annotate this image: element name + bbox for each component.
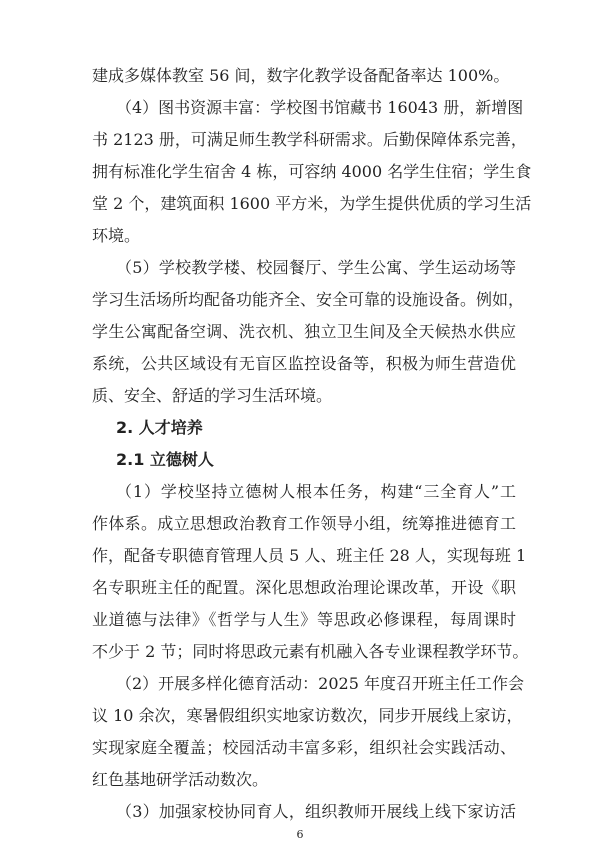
text-line: 学习生活场所均配备功能齐全、安全可靠的设施设备。例如， <box>92 290 525 309</box>
paragraph-5-start: （5）学校教学楼、校园餐厅、学生公寓、学生运动场等 <box>116 258 516 277</box>
section-heading: 2. 人才培养 <box>116 418 203 437</box>
paragraph-2-start: （2）开展多样化德育活动：2025 年度召开班主任工作会 <box>116 674 524 693</box>
text-line: 名专职班主任的配置。深化思想政治理论课改革，开设《职 <box>92 578 516 597</box>
paragraph-4-start: （4）图书资源丰富：学校图书馆藏书 16043 册，新增图 <box>116 98 524 117</box>
text-line: 学生公寓配备空调、洗衣机、独立卫生间及全天候热水供应 <box>92 322 516 341</box>
text-line: 堂 2 个，建筑面积 1600 平方米，为学生提供优质的学习生活 <box>92 194 532 213</box>
text-line: 议 10 余次，寒暑假组织实地家访数次，同步开展线上家访， <box>92 706 523 725</box>
subsection-heading: 2.1 立德树人 <box>116 450 214 469</box>
text-line: 质、安全、舒适的学习生活环境。 <box>92 386 333 405</box>
text-line: 作体系。成立思想政治教育工作领导小组，统筹推进德育工 <box>92 514 516 533</box>
text-line: 业道德与法律》《哲学与人生》等思政必修课程，每周课时 <box>92 610 516 629</box>
paragraph-1-start: （1）学校坚持立德树人根本任务，构建“三全育人”工 <box>116 482 516 501</box>
text-line: 不少于 2 节；同时将思政元素有机融入各专业课程教学环节。 <box>92 642 529 661</box>
text-line: 系统，公共区域设有无盲区监控设备等，积极为师生营造优 <box>92 354 516 373</box>
text-line: 作，配备专职德育管理人员 5 人、班主任 28 人，实现每班 1 <box>92 546 527 565</box>
text-line: 红色基地研学活动数次。 <box>92 770 269 789</box>
text-line: 书 2123 册，可满足师生教学科研需求。后勤保障体系完善， <box>92 130 527 149</box>
text-line: 环境。 <box>92 226 141 245</box>
text-line: 拥有标准化学生宿舍 4 栋，可容纳 4000 名学生住宿；学生食 <box>92 162 532 181</box>
text-line: 建成多媒体教室 56 间，数字化教学设备配备率达 100%。 <box>92 66 510 85</box>
text-line: 实现家庭全覆盖；校园活动丰富多彩，组织社会实践活动、 <box>92 738 516 757</box>
page-number: 6 <box>296 828 304 841</box>
paragraph-3-start: （3）加强家校协同育人，组织教师开展线上线下家访活 <box>116 802 516 821</box>
